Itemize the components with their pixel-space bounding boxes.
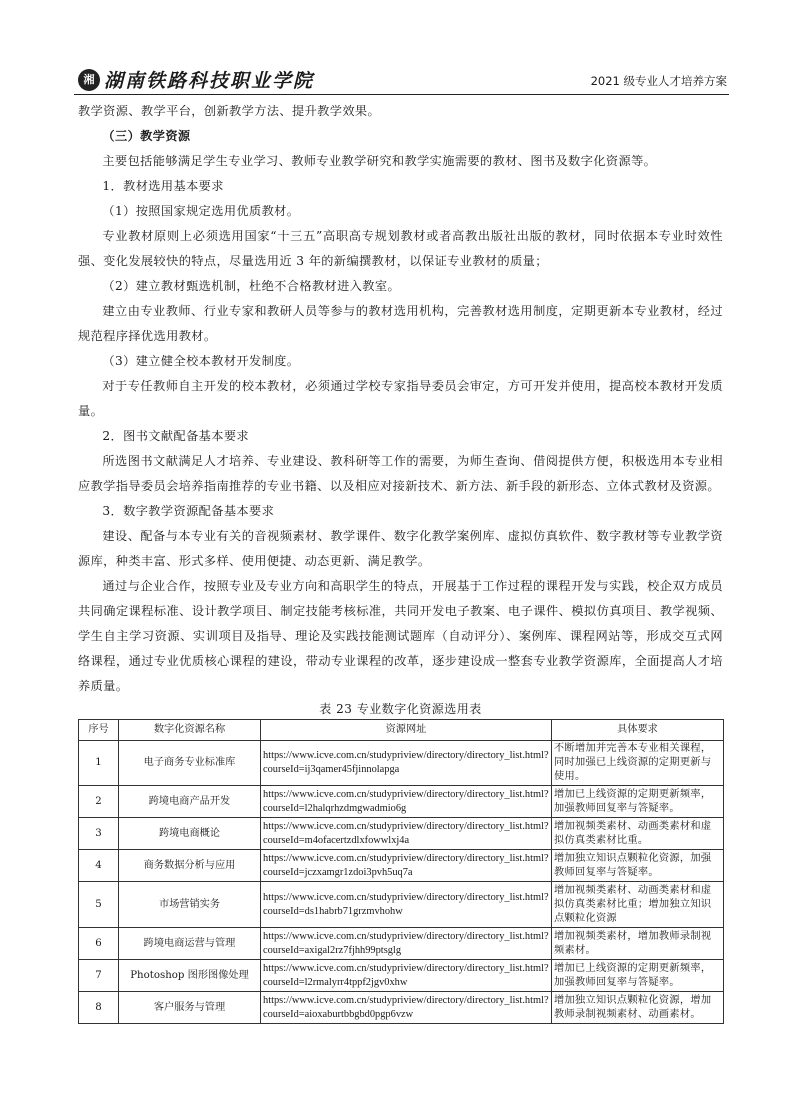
row-number: 5 [79, 882, 119, 928]
resource-requirement: 不断增加并完善本专业相关课程，同时加强已上线资源的定期更新与使用。 [552, 741, 724, 786]
item-heading: （2）建立教材甄选机制，杜绝不合格教材进入教室。 [102, 279, 401, 293]
paragraph: 建设、配备与本专业有关的音视频素材、教学课件、数字化教学案例库、虚拟仿真软件、数字教材等专业教学资源库，种类丰富、形式多样、使用便捷、动态更新、满足教学。 [78, 529, 723, 568]
resource-url[interactable]: https://www.icve.com.cn/studypriview/directory/directory_list.html?courseId=m4ofacertzdlxfowwlxj4a [261, 818, 552, 850]
resource-name: 客户服务与管理 [119, 992, 261, 1024]
resource-requirement: 增加已上线资源的定期更新频率，加强教师回复率与答疑率。 [552, 960, 724, 992]
resource-name: Photoshop 图形图像处理 [119, 960, 261, 992]
school-name: 湖南铁路科技职业学院 [104, 70, 315, 92]
paragraph: 通过与企业合作，按照专业及专业方向和高职学生的特点，开展基于工作过程的课程开发与实践，校企双方成员共同确定课程标准、设计教学项目、制定技能考核标准，共同开发电子教案、电子课件、模拟仿真项目、教学视频、学生自主学习资源、实训项目及指导、理论及实践技能测试题库（自动评分）、案例库、课程网站等，形成交互式网络课程，通过专业优质核心课程的建设，带动专业课程的改革，逐步建设成一整套专业教学资源库，全面提高人才培养质量。 [78, 579, 723, 693]
row-number: 8 [79, 992, 119, 1024]
table-row [79, 786, 724, 818]
resource-name: 跨境电商产品开发 [119, 786, 261, 818]
resource-name: 跨境电商运营与管理 [119, 928, 261, 960]
resource-requirement: 增加独立知识点颗粒化资源，增加教师录制视频素材、动画素材。 [552, 992, 724, 1024]
resource-name: 跨境电商概论 [119, 818, 261, 850]
col-header-url: 资源网址 [261, 720, 552, 741]
paragraph: 建立由专业教师、行业专家和教研人员等参与的教材选用机构，完善教材选用制度，定期更新本专业教材，经过规范程序择优选用教材。 [78, 304, 723, 343]
col-header-no: 序号 [79, 720, 119, 741]
table-row [79, 850, 724, 882]
page-content [78, 99, 723, 1024]
table-row [79, 960, 724, 992]
row-number: 6 [79, 928, 119, 960]
table-row [79, 928, 724, 960]
row-number: 7 [79, 960, 119, 992]
resource-requirement: 增加视频类素材、动画类素材和虚拟仿真类素材比重；增加独立知识点颗粒化资源 [552, 882, 724, 928]
paragraph: 专业教材原则上必须选用国家“十三五”高职高专规划教材或者高教出版社出版的教材，同时依据本专业时效性强、变化发展较快的特点，尽量选用近 3 年的新编撰教材，以保证专业教材的质量； [78, 229, 723, 268]
paragraph: 教学资源、教学平台，创新教学方法、提升教学效果。 [78, 104, 381, 118]
resource-url[interactable]: https://www.icve.com.cn/studypriview/directory/directory_list.html?courseId=l2halqrhzdmgwadmio6g [261, 786, 552, 818]
subsection-heading: 2．图书文献配备基本要求 [102, 429, 250, 443]
resource-url[interactable]: https://www.icve.com.cn/studypriview/directory/directory_list.html?courseId=ds1habrb71grzmvhohw [261, 882, 552, 928]
table-row [79, 818, 724, 850]
row-number: 2 [79, 786, 119, 818]
table-row [79, 882, 724, 928]
resource-url[interactable]: https://www.icve.com.cn/studypriview/directory/directory_list.html?courseId=axigal2rz7fjhh99ptsglg [261, 928, 552, 960]
subsection-heading: 3．数字教学资源配备基本要求 [102, 504, 275, 518]
item-heading: （1）按照国家规定选用优质教材。 [102, 204, 300, 218]
col-header-req: 具体要求 [552, 720, 724, 741]
document-title: 2021 级专业人才培养方案 [590, 74, 727, 88]
section-heading: （三）教学资源 [102, 129, 191, 143]
paragraph: 所选图书文献满足人才培养、专业建设、教科研等工作的需要，为师生查询、借阅提供方便，积极选用本专业相应教学指导委员会培养指南推荐的专业书籍、以及相应对接新技术、新方法、新手段的新形态、立体式教材及资源。 [78, 454, 723, 493]
table-header-row [79, 720, 724, 741]
row-number: 4 [79, 850, 119, 882]
subsection-heading: 1．教材选用基本要求 [102, 179, 224, 193]
resource-url[interactable]: https://www.icve.com.cn/studypriview/directory/directory_list.html?courseId=l2rmalyrr4tppf2jgv0xhw [261, 960, 552, 992]
resource-url[interactable]: https://www.icve.com.cn/studypriview/directory/directory_list.html?courseId=aioxaburtbbgbd0pgp6vzw [261, 992, 552, 1024]
school-seal-icon: 湘 [78, 69, 100, 91]
table-row [79, 992, 724, 1024]
resource-requirement: 增加独立知识点颗粒化资源，加强教师回复率与答疑率。 [552, 850, 724, 882]
table-row [79, 741, 724, 786]
resource-url[interactable]: https://www.icve.com.cn/studypriview/directory/directory_list.html?courseId=jczxamgr1zdoi3pvh5uq7a [261, 850, 552, 882]
digital-resources-table [78, 719, 724, 1024]
paragraph: 主要包括能够满足学生专业学习、教师专业教学研究和教学实施需要的教材、图书及数字化资源等。 [102, 154, 657, 168]
item-heading: （3）建立健全校本教材开发制度。 [102, 354, 300, 368]
resource-requirement: 增加视频类素材、动画类素材和虚拟仿真类素材比重。 [552, 818, 724, 850]
school-logo [78, 66, 314, 93]
resource-name: 电子商务专业标准库 [119, 741, 261, 786]
resource-name: 市场营销实务 [119, 882, 261, 928]
table-caption: 表 23 专业数字化资源选用表 [319, 702, 482, 716]
col-header-name: 数字化资源名称 [119, 720, 261, 741]
paragraph: 对于专任教师自主开发的校本教材，必须通过学校专家指导委员会审定，方可开发并使用，提高校本教材开发质量。 [78, 379, 723, 418]
row-number: 1 [79, 741, 119, 786]
resource-requirement: 增加已上线资源的定期更新频率，加强教师回复率与答疑率。 [552, 786, 724, 818]
row-number: 3 [79, 818, 119, 850]
page-header [74, 64, 729, 95]
resource-url[interactable]: https://www.icve.com.cn/studypriview/directory/directory_list.html?courseId=ij3qamer45fjinnolapga [261, 741, 552, 786]
resource-name: 商务数据分析与应用 [119, 850, 261, 882]
resource-requirement: 增加视频类素材，增加教师录制视频素材。 [552, 928, 724, 960]
